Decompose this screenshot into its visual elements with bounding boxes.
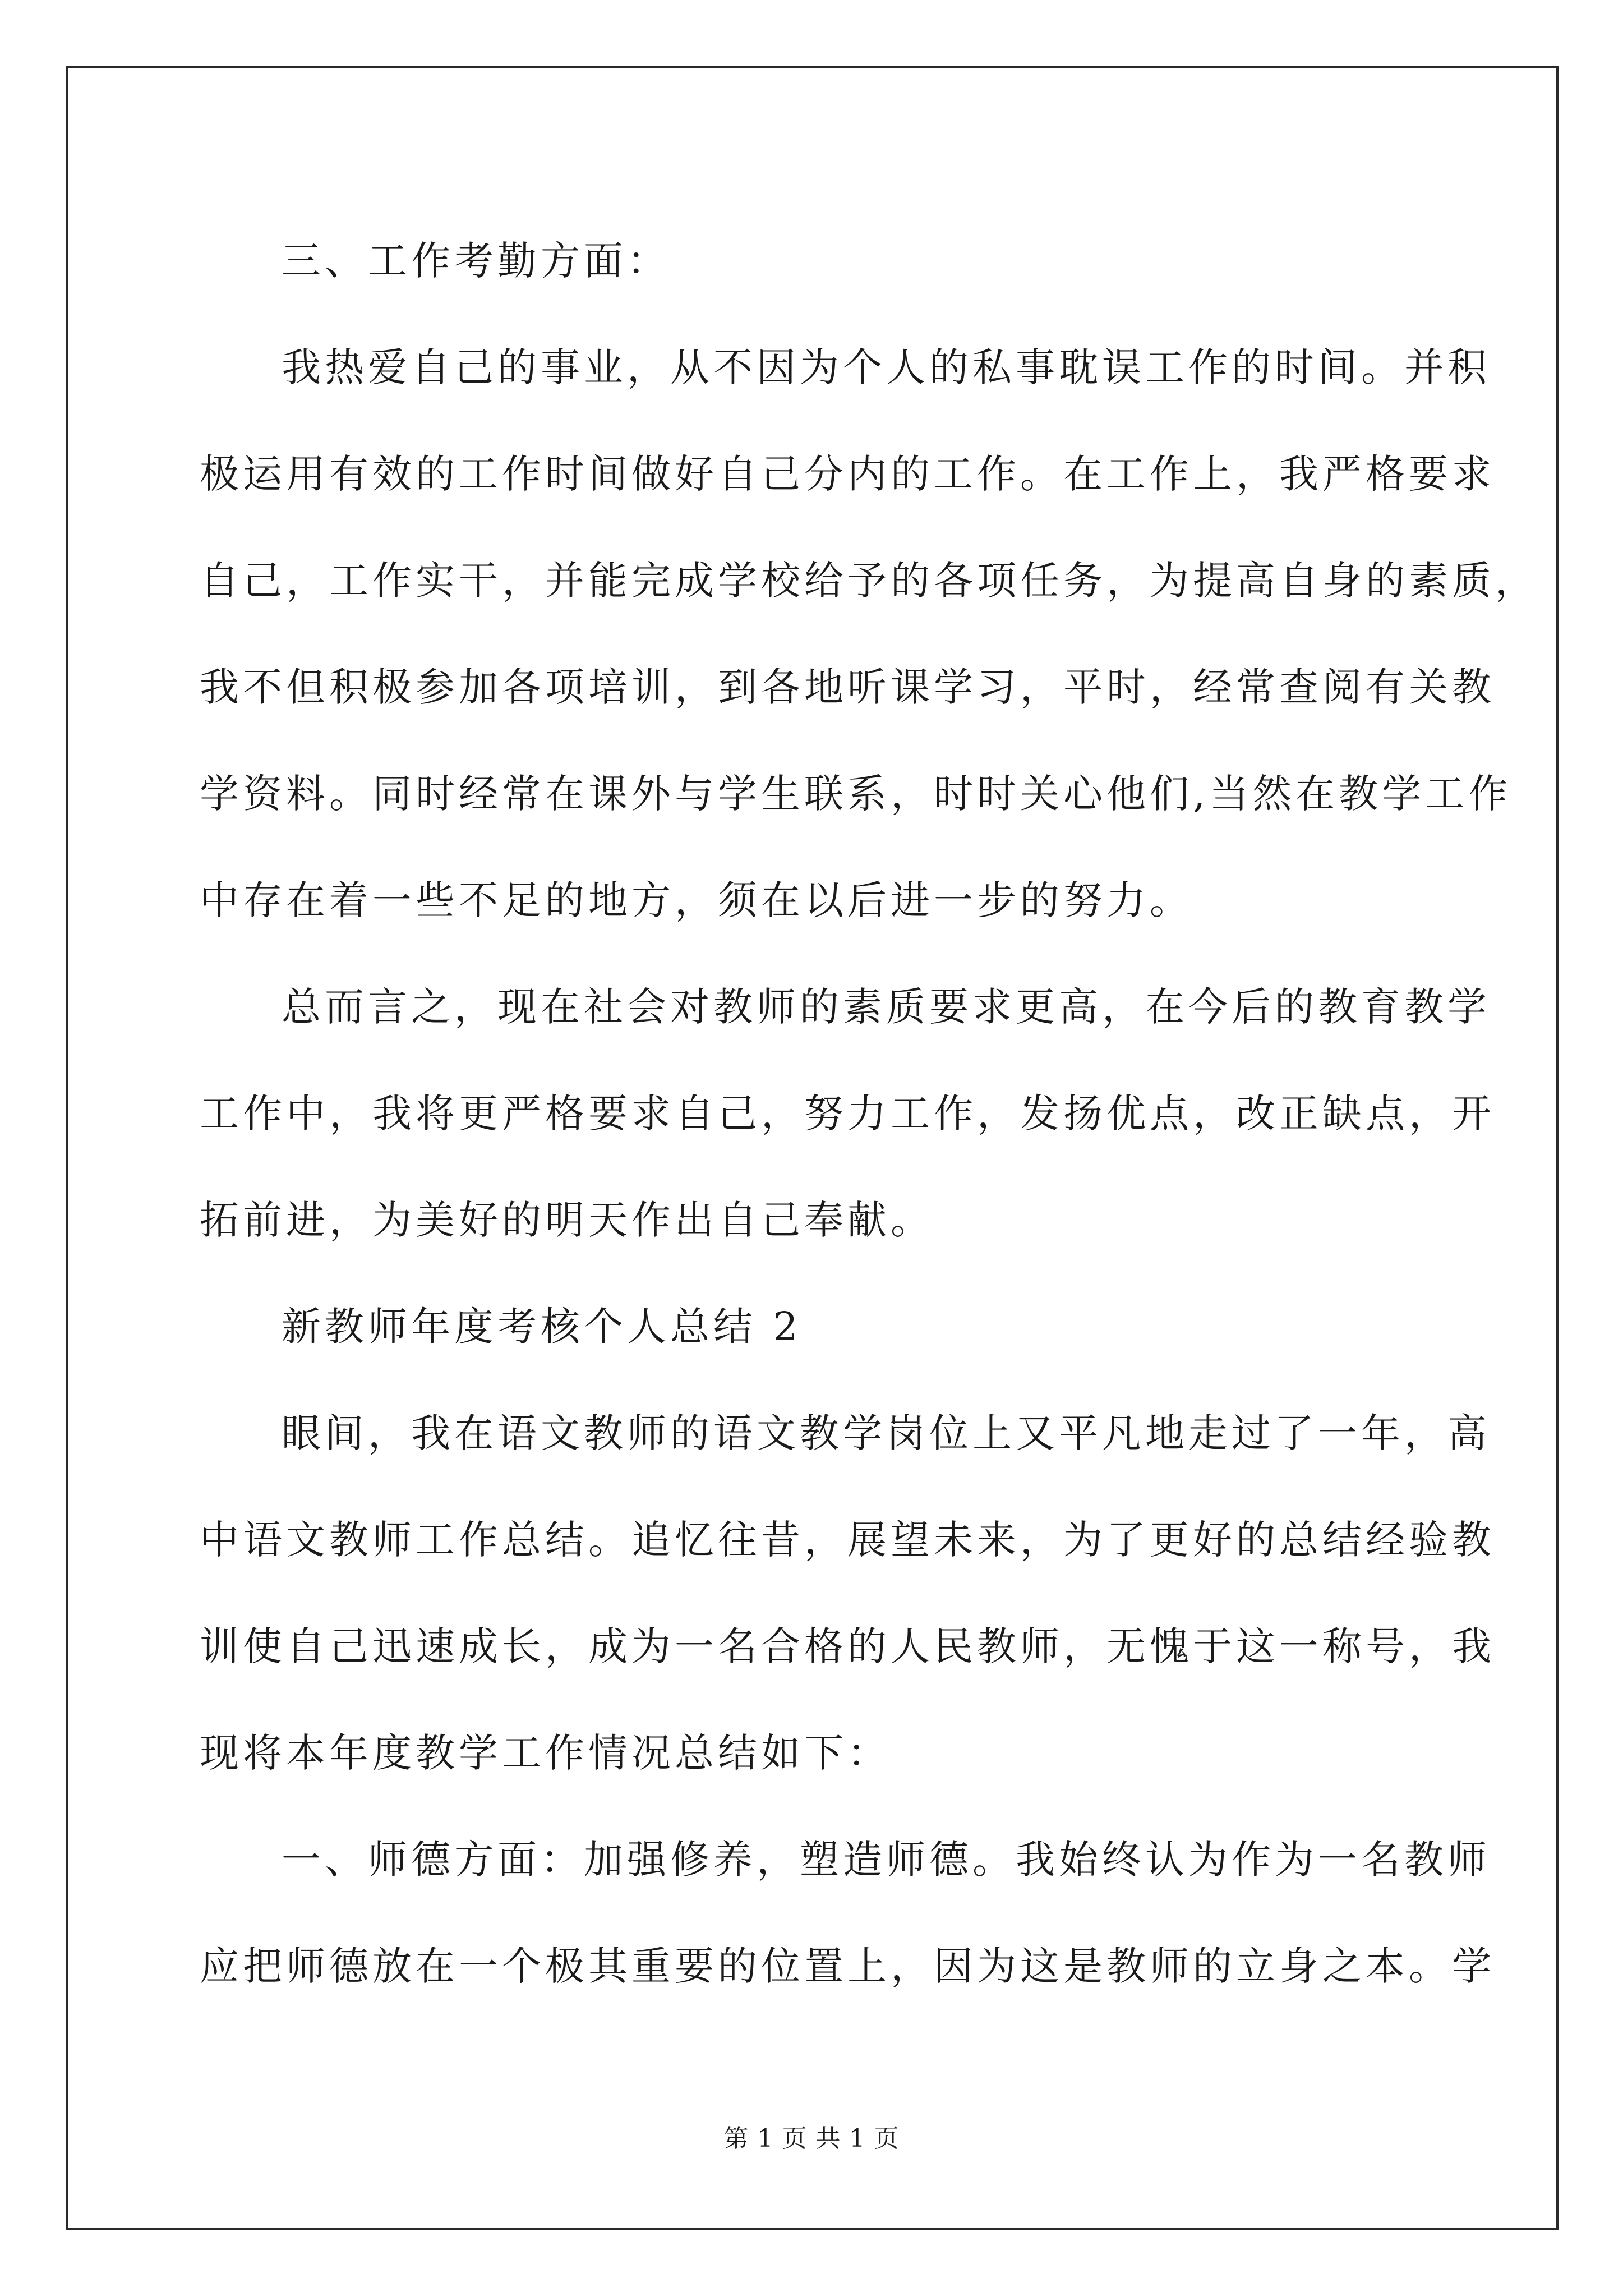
paragraph-line: 眼间，我在语文教师的语文教学岗位上又平凡地走过了一年，高 [282,1410,1491,1456]
section-heading: 三、工作考勤方面： [282,238,670,284]
paragraph-line: 总而言之，现在社会对教师的素质要求更高，在今后的教育教学 [282,984,1491,1030]
paragraph-line: 拓前进，为美好的明天作出自己奉献。 [200,1197,934,1243]
paragraph-line: 应把师德放在一个极其重要的位置上，因为这是教师的立身之本。学 [200,1943,1495,1989]
document-subtitle: 新教师年度考核个人总结 2 [282,1304,802,1350]
paragraph-line: 我不但积极参加各项培训，到各地听课学习，平时，经常查阅有关教 [200,664,1495,710]
paragraph-line: 自己，工作实干，并能完成学校给予的各项任务，为提高自身的素质， [200,558,1538,604]
paragraph-line: 工作中，我将更严格要求自己，努力工作，发扬优点，改正缺点，开 [200,1091,1495,1137]
page-number-footer: 第 1 页 共 1 页 [723,2124,900,2153]
paragraph-line: 中存在着一些不足的地方，须在以后进一步的努力。 [200,877,1193,923]
document-body [200,208,1538,2019]
paragraph-line: 训使自己迅速成长，成为一名合格的人民教师，无愧于这一称号，我 [200,1623,1495,1669]
paragraph-line: 极运用有效的工作时间做好自己分内的工作。在工作上，我严格要求 [200,451,1495,497]
paragraph-line: 我热爱自己的事业，从不因为个人的私事耽误工作的时间。并积 [282,344,1491,390]
paragraph-line: 一、师德方面：加强修养，塑造师德。我始终认为作为一名教师 [282,1837,1491,1883]
paragraph-line: 现将本年度教学工作情况总结如下： [200,1730,891,1776]
paragraph-line: 学资料。同时经常在课外与学生联系，时时关心他们,当然在教学工作 [200,771,1512,817]
paragraph-line: 中语文教师工作总结。追忆往昔，展望未来，为了更好的总结经验教 [200,1517,1495,1563]
